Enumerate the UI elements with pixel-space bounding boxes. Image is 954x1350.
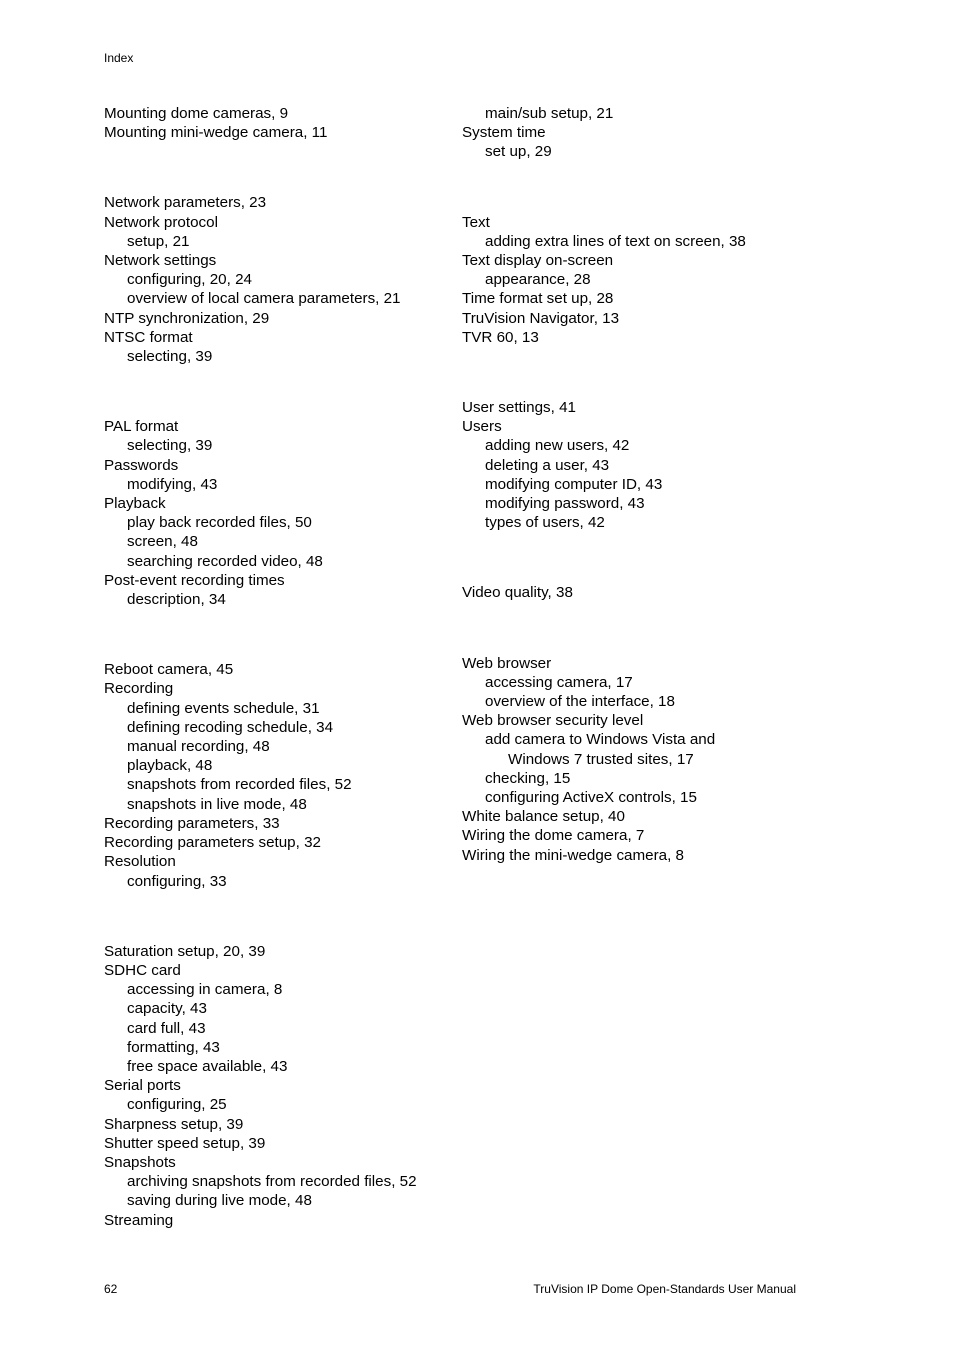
index-subentry: archiving snapshots from recorded files, 52 (127, 1173, 417, 1191)
index-entry: Playback (104, 495, 166, 513)
section-gap (104, 142, 444, 193)
index-entry: Wiring the mini-wedge camera, 8 (462, 846, 684, 864)
document-title: TruVision IP Dome Open-Standards User Manual (533, 1282, 796, 1296)
index-entry: Text display on-screen (462, 252, 614, 270)
index-subentry: modifying password, 43 (485, 495, 645, 513)
section-gap (462, 532, 822, 583)
index-subentry: Windows 7 trusted sites, 17 (508, 750, 694, 768)
index-entry: Shutter speed setup, 39 (104, 1134, 266, 1152)
index-column-left (104, 104, 444, 1230)
index-subentry: types of users, 42 (485, 514, 605, 532)
running-header: Index (104, 51, 134, 65)
index-entry: Saturation setup, 20, 39 (104, 942, 266, 960)
index-entry: Web browser (462, 654, 552, 672)
index-subentry: configuring, 20, 24 (127, 271, 252, 289)
index-subentry: capacity, 43 (127, 1000, 207, 1018)
index-entry: SDHC card (104, 961, 181, 979)
index-subentry: overview of the interface, 18 (485, 693, 675, 711)
index-subentry: manual recording, 48 (127, 738, 270, 756)
index-entry: White balance setup, 40 (462, 808, 625, 826)
index-entry: NTSC format (104, 328, 193, 346)
index-subentry: snapshots from recorded files, 52 (127, 776, 352, 794)
index-entry: PAL format (104, 418, 179, 436)
index-entry: Network settings (104, 252, 217, 270)
index-subentry: description, 34 (127, 591, 226, 609)
index-subentry: adding extra lines of text on screen, 38 (485, 232, 746, 250)
index-entry: Streaming (104, 1211, 174, 1229)
index-entry: Time format set up, 28 (462, 290, 614, 308)
index-entry: System time (462, 124, 546, 142)
index-column-right (462, 104, 822, 865)
index-subentry: snapshots in live mode, 48 (127, 795, 307, 813)
index-subentry: play back recorded files, 50 (127, 514, 312, 532)
index-subentry: screen, 48 (127, 533, 198, 551)
index-entry: Text (462, 213, 490, 231)
index-entry: Recording (104, 680, 174, 698)
index-subentry: defining events schedule, 31 (127, 699, 320, 717)
index-entry: Snapshots (104, 1153, 176, 1171)
index-entry: Network parameters, 23 (104, 194, 267, 212)
index-entry: Resolution (104, 853, 176, 871)
page-number: 62 (104, 1282, 118, 1296)
index-entry: NTP synchronization, 29 (104, 309, 270, 327)
index-subentry: card full, 43 (127, 1019, 206, 1037)
index-entry: Sharpness setup, 39 (104, 1115, 244, 1133)
index-entry: TVR 60, 13 (462, 328, 539, 346)
index-entry: Video quality, 38 (462, 584, 573, 602)
index-subentry: playback, 48 (127, 757, 213, 775)
section-gap (462, 347, 822, 398)
index-subentry: modifying computer ID, 43 (485, 475, 663, 493)
section-gap (104, 609, 444, 660)
index-entry: Post-event recording times (104, 571, 285, 589)
index-subentry: saving during live mode, 48 (127, 1192, 312, 1210)
index-subentry: deleting a user, 43 (485, 456, 610, 474)
index-entry: Recording parameters, 33 (104, 814, 280, 832)
section-gap (104, 366, 444, 417)
index-entry: TruVision Navigator, 13 (462, 309, 620, 327)
index-subentry: free space available, 43 (127, 1057, 288, 1075)
section-gap (462, 603, 822, 654)
index-subentry: configuring, 33 (127, 872, 227, 890)
index-entry: Recording parameters setup, 32 (104, 834, 321, 852)
index-entry: Serial ports (104, 1077, 181, 1095)
index-subentry: selecting, 39 (127, 437, 213, 455)
section-gap (462, 162, 822, 213)
index-entry: Users (462, 418, 502, 436)
index-entry: Passwords (104, 456, 179, 474)
section-gap (104, 891, 444, 942)
index-subentry: appearance, 28 (485, 271, 591, 289)
index-entry: Mounting dome cameras, 9 (104, 105, 289, 122)
index-subentry: main/sub setup, 21 (485, 105, 614, 122)
index-subentry: searching recorded video, 48 (127, 552, 323, 570)
index-entry: Mounting mini-wedge camera, 11 (104, 124, 328, 142)
index-subentry: defining recoding schedule, 34 (127, 718, 334, 736)
index-subentry: set up, 29 (485, 143, 552, 161)
index-subentry: accessing in camera, 8 (127, 981, 283, 999)
index-subentry: selecting, 39 (127, 348, 213, 366)
index-subentry: checking, 15 (485, 769, 571, 787)
index-entry: Wiring the dome camera, 7 (462, 827, 645, 845)
index-subentry: setup, 21 (127, 232, 190, 250)
index-subentry: accessing camera, 17 (485, 673, 633, 691)
index-entry: Network protocol (104, 213, 218, 231)
index-subentry: modifying, 43 (127, 475, 218, 493)
index-subentry: adding new users, 42 (485, 437, 630, 455)
index-entry: User settings, 41 (462, 399, 576, 417)
index-entry: Web browser security level (462, 712, 644, 730)
index-subentry: overview of local camera parameters, 21 (127, 290, 401, 308)
index-entry: Reboot camera, 45 (104, 661, 234, 679)
index-subentry: configuring, 25 (127, 1096, 227, 1114)
index-subentry: add camera to Windows Vista and (485, 731, 716, 749)
index-subentry: configuring ActiveX controls, 15 (485, 789, 697, 807)
index-subentry: formatting, 43 (127, 1038, 220, 1056)
